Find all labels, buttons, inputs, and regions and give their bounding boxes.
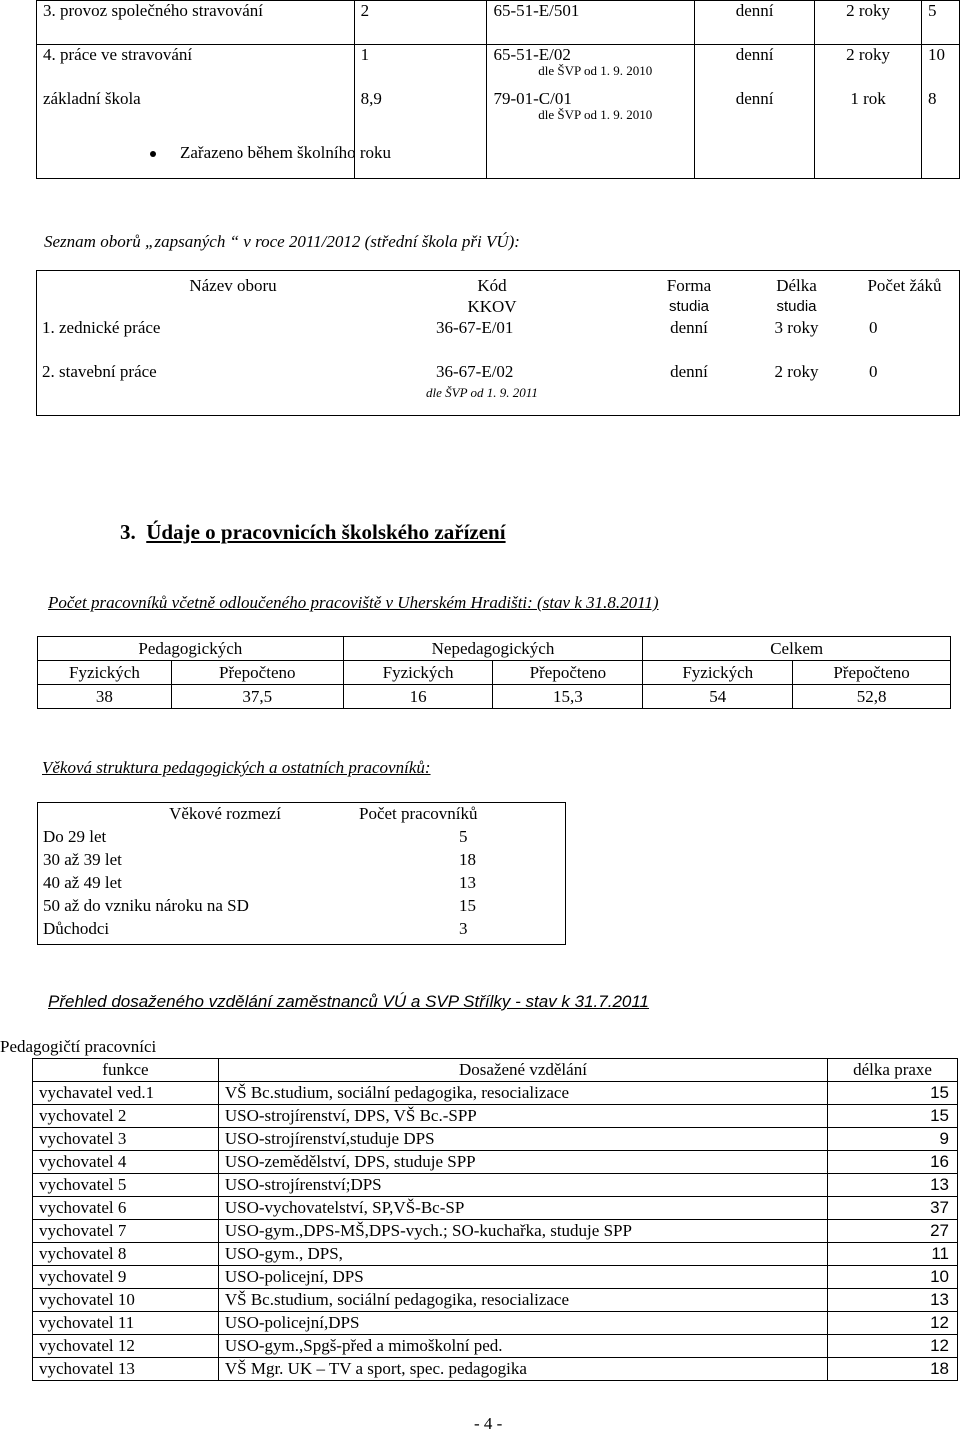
program-pupils: 0: [869, 362, 878, 381]
table-header-row: [33, 1059, 958, 1082]
program-name: základní škola: [43, 88, 141, 108]
education: VŠ Bc.studium, sociální pedagogika, resocializace: [218, 1289, 827, 1312]
program-code: 65-51-E/501: [487, 1, 695, 45]
program-name: 3. provoz společného stravování: [37, 1, 355, 45]
table-row: [33, 1128, 958, 1151]
table-row: [33, 1105, 958, 1128]
education: USO-strojírenství, DPS, VŠ Bc.-SPP: [218, 1105, 827, 1128]
subheader: Přepočteno: [171, 661, 343, 685]
table-row: [33, 1312, 958, 1335]
table-row: [33, 1082, 958, 1105]
table-row: [33, 1243, 958, 1266]
education-caption: Přehled dosaženého vzdělání zaměstnanců VÚ a SVP Střílky - stav k 31.7.2011: [48, 992, 650, 1011]
program-length: 2 roky: [774, 362, 819, 381]
age-range: 50 až do vzniku nároku na SD: [43, 896, 249, 915]
practice-years: 18: [828, 1358, 958, 1381]
program-pupils: 10: [921, 45, 959, 89]
enrolled-programs-table: [36, 275, 960, 403]
practice-years: 16: [828, 1151, 958, 1174]
practice-years: 10: [828, 1266, 958, 1289]
subheader: Fyzických: [643, 661, 793, 685]
table-row: [33, 1197, 958, 1220]
practice-years: 12: [828, 1312, 958, 1335]
section-number: 3.: [120, 520, 136, 544]
group-non-pedagogical: Nepedagogických: [343, 637, 643, 661]
program-length: 2 roky: [815, 1, 922, 45]
subheader: Přepočteno: [493, 661, 643, 685]
role: vychavatel ved.1: [33, 1082, 219, 1105]
table-row: [33, 1266, 958, 1289]
table-row: [37, 825, 565, 848]
education: USO-policejní,DPS: [218, 1312, 827, 1335]
age-count: 13: [459, 873, 476, 892]
role: vychovatel 8: [33, 1243, 219, 1266]
value: 15,3: [493, 685, 643, 709]
age-range: 40 až 49 let: [43, 873, 122, 892]
program-count: 2: [354, 1, 487, 45]
staff-count-caption: Počet pracovníků včetně odloučeného pracoviště v Uherském Hradišti: (stav k 31.8.2011): [48, 593, 659, 612]
role: vychovatel 3: [33, 1128, 219, 1151]
role: vychovatel 4: [33, 1151, 219, 1174]
table-row: [37, 45, 960, 89]
practice-years: 13: [828, 1174, 958, 1197]
age-count: 15: [459, 896, 476, 915]
value: 37,5: [171, 685, 343, 709]
practice-years: 12: [828, 1335, 958, 1358]
header-pupils: Počet žáků: [867, 276, 942, 295]
program-name: 4. práce ve stravování: [37, 45, 355, 89]
staff-count-table: [37, 636, 951, 709]
pedagogical-staff-label: Pedagogičtí pracovníci: [0, 1037, 157, 1056]
table-row: [37, 1, 960, 45]
table-header-row: [37, 802, 565, 825]
practice-years: 13: [828, 1289, 958, 1312]
program-length: 1 rok: [815, 89, 922, 179]
header-education: Dosažené vzdělání: [218, 1059, 827, 1082]
practice-years: 9: [828, 1128, 958, 1151]
table-row: [37, 848, 565, 871]
practice-years: 15: [828, 1082, 958, 1105]
table-row: [37, 871, 565, 894]
bullet-text: Zařazeno během školního roku: [180, 143, 392, 162]
table-row: [33, 1358, 958, 1381]
education: USO-vychovatelství, SP,VŠ-Bc-SP: [218, 1197, 827, 1220]
page-number: - 4 -: [474, 1414, 503, 1433]
role: vychovatel 5: [33, 1174, 219, 1197]
table-row: [36, 361, 960, 403]
enrolled-programs-caption: Seznam oborů „zapsaných “ v roce 2011/2012 (střední škola při VÚ):: [44, 232, 520, 251]
header-role: funkce: [33, 1059, 219, 1082]
subheader: Přepočteno: [793, 661, 951, 685]
program-code-note: dle ŠVP od 1. 9. 2010: [538, 106, 653, 122]
table-row: [38, 685, 951, 709]
header-practice: délka praxe: [828, 1059, 958, 1082]
program-pupils: 0: [869, 318, 878, 337]
table-row: [33, 1220, 958, 1243]
program-form: denní: [695, 89, 815, 179]
education: USO-gym.,DPS-MŠ,DPS-vych.; SO-kuchařka, studuje SPP: [218, 1220, 827, 1243]
table-row: [33, 1174, 958, 1197]
header-length: Délka: [776, 276, 817, 295]
role: vychovatel 11: [33, 1312, 219, 1335]
education-table: [32, 1058, 958, 1381]
program-length: 2 roky: [815, 45, 922, 89]
age-range: 30 až 39 let: [43, 850, 122, 869]
program-length: 3 roky: [774, 318, 819, 337]
program-code: 65-51-E/02: [493, 45, 571, 64]
program-count: 1: [354, 45, 487, 89]
program-form: denní: [670, 318, 708, 337]
value: 38: [38, 685, 172, 709]
education: USO-policejní, DPS: [218, 1266, 827, 1289]
header-form: Forma: [666, 276, 712, 295]
age-range: Důchodci: [43, 919, 110, 938]
education: USO-gym., DPS,: [218, 1243, 827, 1266]
program-form: denní: [695, 45, 815, 89]
group-pedagogical: Pedagogických: [38, 637, 344, 661]
program-code-note: dle ŠVP od 1. 9. 2010: [538, 63, 653, 78]
program-code: 79-01-C/01: [493, 88, 572, 108]
program-code-note: dle ŠVP od 1. 9. 2011: [426, 385, 538, 400]
education: USO-zemědělství, DPS, studuje SPP: [218, 1151, 827, 1174]
education: USO-gym.,Spgš-před a mimoškolní ped.: [218, 1335, 827, 1358]
education: VŠ Bc.studium, sociální pedagogika, resocializace: [218, 1082, 827, 1105]
age-structure-caption: Věková struktura pedagogických a ostatních pracovníků:: [42, 758, 431, 777]
subheader: Fyzických: [38, 661, 172, 685]
program-code: 36-67-E/02: [436, 362, 514, 381]
table-row: [37, 917, 565, 940]
age-count: 3: [459, 919, 468, 938]
bullet-note: [150, 143, 391, 163]
table-row: [33, 1151, 958, 1174]
table-row: [37, 89, 960, 179]
section-title: Údaje o pracovnicích školského zařízení: [146, 520, 506, 544]
role: vychovatel 10: [33, 1289, 219, 1312]
subheader: Fyzických: [343, 661, 493, 685]
program-code: 36-67-E/01: [436, 318, 514, 337]
section-heading: [120, 520, 506, 545]
value: 52,8: [793, 685, 951, 709]
program-pupils: 5: [921, 1, 959, 45]
header-length-sub: studia: [776, 298, 817, 315]
age-structure-table: [37, 802, 565, 940]
practice-years: 27: [828, 1220, 958, 1243]
education: USO-strojírenství,studuje DPS: [218, 1128, 827, 1151]
header-code-kkov: KKOV: [467, 297, 517, 316]
header-staff-count: Počet pracovníků: [359, 804, 478, 823]
age-count: 5: [459, 827, 468, 846]
value: 16: [343, 685, 493, 709]
role: vychovatel 13: [33, 1358, 219, 1381]
role: vychovatel 2: [33, 1105, 219, 1128]
table-header-row: [38, 637, 951, 661]
table-row: [36, 317, 960, 361]
role: vychovatel 9: [33, 1266, 219, 1289]
role: vychovatel 7: [33, 1220, 219, 1243]
table-row: [33, 1335, 958, 1358]
role: vychovatel 6: [33, 1197, 219, 1220]
education: VŠ Mgr. UK – TV a sport, spec. pedagogika: [218, 1358, 827, 1381]
program-name: 1. zednické práce: [42, 318, 161, 337]
education: USO-strojírenství;DPS: [218, 1174, 827, 1197]
program-pupils: 8: [921, 89, 959, 179]
program-form: denní: [695, 1, 815, 45]
table-header-row: [36, 275, 960, 317]
table-row: [37, 894, 565, 917]
value: 54: [643, 685, 793, 709]
age-count: 18: [459, 850, 476, 869]
age-range: Do 29 let: [43, 827, 107, 846]
role: vychovatel 12: [33, 1335, 219, 1358]
program-count: 8,9: [354, 89, 487, 179]
program-name: 2. stavební práce: [42, 362, 157, 381]
practice-years: 15: [828, 1105, 958, 1128]
header-form-sub: studia: [668, 298, 710, 315]
table-row: [33, 1289, 958, 1312]
program-form: denní: [670, 362, 708, 381]
bullet-icon: [150, 151, 156, 157]
group-total: Celkem: [643, 637, 951, 661]
header-name: Název oboru: [189, 276, 277, 295]
header-age-range: Věkové rozmezí: [169, 804, 281, 823]
practice-years: 11: [828, 1243, 958, 1266]
practice-years: 37: [828, 1197, 958, 1220]
header-code: Kód: [477, 276, 507, 295]
table-subheader-row: [38, 661, 951, 685]
